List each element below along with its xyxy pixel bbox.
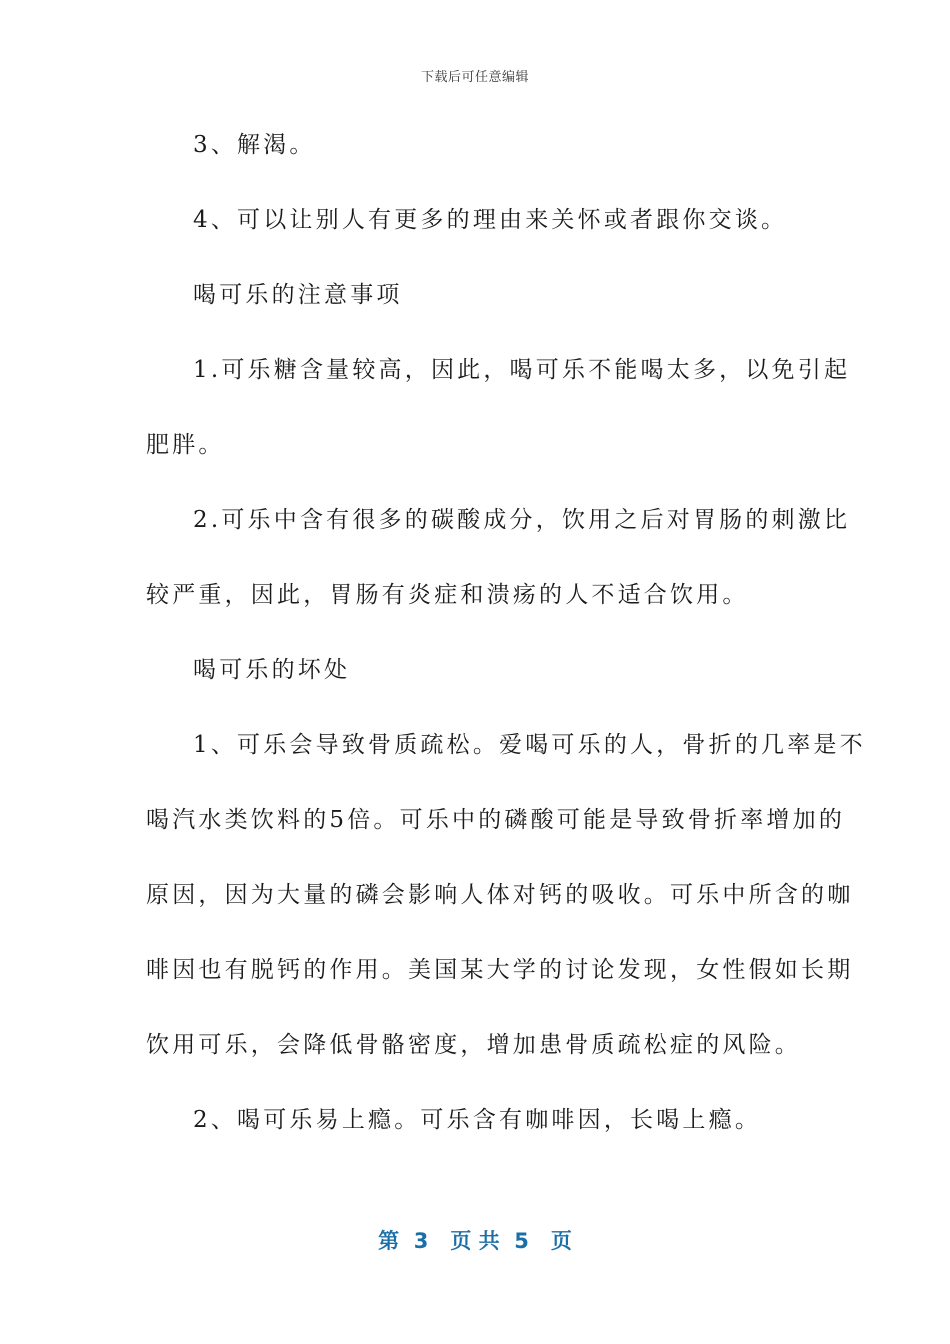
paragraph-line: 3、解渴。 xyxy=(193,132,316,158)
paragraph-line: 4、可以让别人有更多的理由来关怀或者跟你交谈。 xyxy=(193,207,788,233)
paragraph-line: 肥胖。 xyxy=(146,432,225,458)
paragraph-line: 2、喝可乐易上瘾。可乐含有咖啡因，长喝上瘾。 xyxy=(193,1107,762,1133)
paragraph-line: 较严重，因此，胃肠有炎症和溃疡的人不适合饮用。 xyxy=(146,582,749,608)
paragraph-line: 原因，因为大量的磷会影响人体对钙的吸收。可乐中所含的咖 xyxy=(146,882,854,908)
paragraph-line: 2.可乐中含有很多的碳酸成分，饮用之后对胃肠的刺激比 xyxy=(193,507,851,533)
section-heading: 喝可乐的注意事项 xyxy=(193,282,403,308)
paragraph-line: 饮用可乐，会降低骨骼密度，增加患骨质疏松症的风险。 xyxy=(146,1032,801,1058)
page-header: 下载后可任意编辑 xyxy=(420,70,529,85)
paragraph-line: 喝汽水类饮料的5倍。可乐中的磷酸可能是导致骨折率增加的 xyxy=(146,807,846,833)
paragraph-line: 1、可乐会导致骨质疏松。爱喝可乐的人，骨折的几率是不 xyxy=(193,732,866,758)
paragraph-line: 1.可乐糖含量较高，因此，喝可乐不能喝太多，以免引起 xyxy=(193,357,851,383)
page-footer: 第 3 页 共 5 页 xyxy=(378,1229,572,1253)
section-heading: 喝可乐的坏处 xyxy=(193,657,351,683)
paragraph-line: 啡因也有脱钙的作用。美国某大学的讨论发现，女性假如长期 xyxy=(146,957,854,983)
